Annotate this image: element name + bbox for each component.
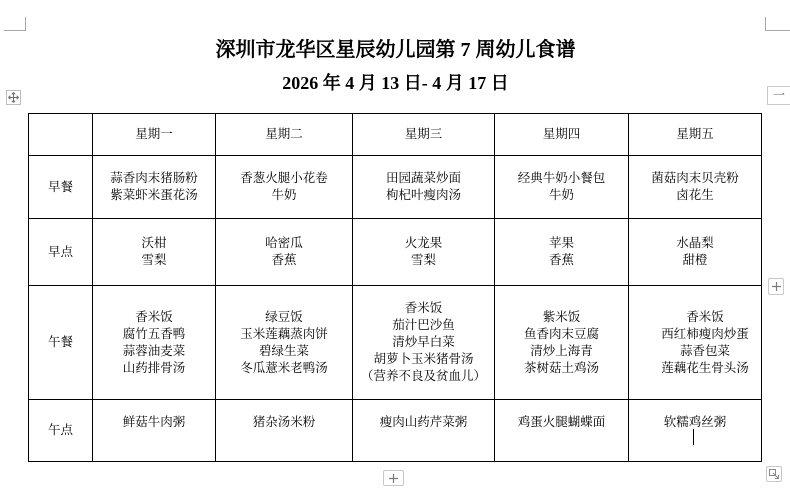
table-move-handle[interactable] — [6, 90, 21, 105]
menu-cell-lunch-tue[interactable] — [216, 286, 353, 400]
document-title[interactable]: 深圳市龙华区星辰幼儿园第 7 周幼儿食谱 — [215, 39, 576, 61]
dish-line: 清炒上海青 — [530, 343, 593, 358]
dish-line: 经典牛奶小餐包 — [517, 171, 606, 185]
dish-line: 牛奶 — [271, 188, 297, 202]
menu-cell-afternoon-snack-fri[interactable] — [629, 400, 762, 462]
menu-cell-breakfast-thu[interactable] — [495, 156, 629, 219]
weekly-menu-table — [28, 113, 762, 462]
meal-label: 早点 — [47, 244, 73, 259]
dish-line: 茄汁巴沙鱼 — [392, 318, 455, 332]
day-header-cell-mon[interactable] — [93, 114, 216, 156]
dish-line: 香蕉 — [271, 253, 297, 267]
day-header-cell-thu[interactable] — [495, 114, 629, 156]
day-header-cell-wed[interactable] — [353, 114, 495, 156]
dish-line: 牛奶 — [548, 188, 574, 202]
meal-label-cell-breakfast[interactable] — [29, 156, 93, 219]
meal-label-cell-lunch[interactable] — [29, 286, 93, 400]
day-header-label: 星期一 — [135, 127, 173, 141]
day-header-cell-tue[interactable] — [216, 114, 353, 156]
dish-line: 猪杂汤米粉 — [252, 414, 316, 429]
table-resize-handle[interactable] — [766, 466, 782, 482]
menu-cell-lunch-thu[interactable] — [495, 286, 629, 400]
dish-line: 鸡蛋火腿蝴蝶面 — [517, 414, 606, 429]
menu-cell-lunch-fri[interactable] — [629, 286, 762, 400]
meal-label-cell-afternoon-snack[interactable] — [29, 400, 93, 462]
dish-line: 软糯鸡丝粥 — [663, 414, 727, 429]
dish-line: 茶树菇土鸡汤 — [523, 360, 599, 375]
menu-cell-lunch-mon[interactable] — [93, 286, 216, 400]
dish-line: 香米饭 — [686, 309, 724, 324]
dish-line: 田园蔬菜炒面 — [385, 171, 461, 185]
dish-line: 碧绿生菜 — [258, 343, 309, 358]
margin-corner-mark-top-right — [765, 17, 790, 31]
dish-line: 山药排骨汤 — [122, 360, 186, 375]
menu-cell-breakfast-tue[interactable] — [216, 156, 353, 219]
dish-line: 莲藕花生骨头汤 — [661, 360, 749, 375]
dish-line: 绿豆饭 — [265, 309, 303, 324]
dish-line: 火龙果 — [404, 236, 443, 250]
menu-cell-afternoon-snack-wed[interactable] — [353, 400, 495, 462]
menu-cell-morning-snack-tue[interactable] — [216, 219, 353, 286]
add-row-icon — [389, 474, 398, 483]
menu-cell-morning-snack-thu[interactable] — [495, 219, 629, 286]
dish-line: 蒜蓉油麦菜 — [122, 343, 186, 358]
menu-cell-morning-snack-mon[interactable] — [93, 219, 216, 286]
day-header-label: 星期五 — [676, 127, 714, 141]
floating-toolbar-button[interactable]: 一 — [767, 86, 790, 105]
dish-line: 玉米莲藕蒸肉饼 — [240, 326, 328, 341]
dish-line: 枸杞叶瘦肉汤 — [385, 188, 461, 202]
menu-cell-breakfast-mon[interactable] — [93, 156, 216, 219]
dish-line: 沃柑 — [141, 236, 167, 250]
meal-label: 午餐 — [47, 335, 73, 349]
dish-line: 紫菜虾米蛋花汤 — [110, 188, 198, 202]
menu-cell-lunch-wed[interactable] — [353, 286, 495, 400]
menu-cell-afternoon-snack-mon[interactable] — [93, 400, 216, 462]
add-column-button[interactable] — [768, 278, 784, 295]
dish-note: （营养不良及贫血儿） — [360, 369, 486, 383]
day-header-cell-fri[interactable] — [629, 114, 762, 156]
dish-line: 水晶梨 — [676, 236, 714, 250]
table-corner-cell[interactable] — [29, 114, 93, 156]
dish-line: 香葱火腿小花卷 — [240, 171, 328, 185]
table-move-handle-icon — [8, 92, 19, 103]
day-header-label: 星期二 — [265, 127, 303, 141]
add-row-button[interactable] — [383, 470, 404, 486]
menu-cell-afternoon-snack-thu[interactable] — [495, 400, 629, 462]
menu-cell-morning-snack-wed[interactable] — [353, 219, 495, 286]
menu-cell-afternoon-snack-tue[interactable] — [216, 400, 353, 462]
dish-line: 雪梨 — [141, 253, 167, 267]
menu-cell-breakfast-fri[interactable] — [629, 156, 762, 219]
meal-label: 午点 — [47, 423, 73, 437]
dish-line: 菌菇肉末贝壳粉 — [651, 171, 739, 185]
dish-line: 紫米饭 — [542, 309, 581, 324]
dish-line: 香米饭 — [404, 301, 443, 315]
dish-line: 蒜香包菜 — [679, 343, 730, 358]
dish-line: 雪梨 — [410, 253, 436, 267]
margin-corner-mark-top-left — [4, 17, 26, 31]
dish-line: 苹果 — [548, 236, 574, 250]
dish-line: 瘦肉山药芹菜粥 — [379, 414, 468, 429]
dish-line: 胡萝卜玉米猪骨汤 — [373, 352, 474, 366]
dish-line: 清炒早白菜 — [392, 335, 455, 349]
meal-label-cell-morning-snack[interactable] — [29, 219, 93, 286]
dish-line: 西红柿瘦肉炒蛋 — [661, 326, 749, 341]
menu-cell-morning-snack-fri[interactable] — [629, 219, 762, 286]
meal-label: 早餐 — [47, 179, 73, 194]
menu-cell-breakfast-wed[interactable] — [353, 156, 495, 219]
table-resize-icon — [769, 469, 779, 479]
dish-line: 卤花生 — [676, 188, 714, 202]
add-column-icon — [772, 282, 781, 291]
dish-line: 冬瓜薏米老鸭汤 — [240, 360, 328, 375]
dish-line: 甜橙 — [682, 253, 708, 267]
dish-line: 香蕉 — [548, 253, 574, 267]
document-date-range[interactable]: 2026 年 4 月 13 日- 4 月 17 日 — [282, 73, 509, 93]
dish-line: 腐竹五香鸭 — [122, 326, 186, 341]
dish-line: 鱼香肉末豆腐 — [523, 326, 599, 341]
day-header-label: 星期三 — [404, 127, 443, 141]
day-header-label: 星期四 — [542, 127, 581, 141]
dish-line: 香米饭 — [135, 309, 173, 324]
dish-line: 哈密瓜 — [265, 236, 303, 250]
dish-line: 鲜菇牛肉粥 — [122, 414, 186, 429]
dish-line: 蒜香肉末猪肠粉 — [110, 171, 198, 185]
text-cursor — [693, 429, 694, 445]
